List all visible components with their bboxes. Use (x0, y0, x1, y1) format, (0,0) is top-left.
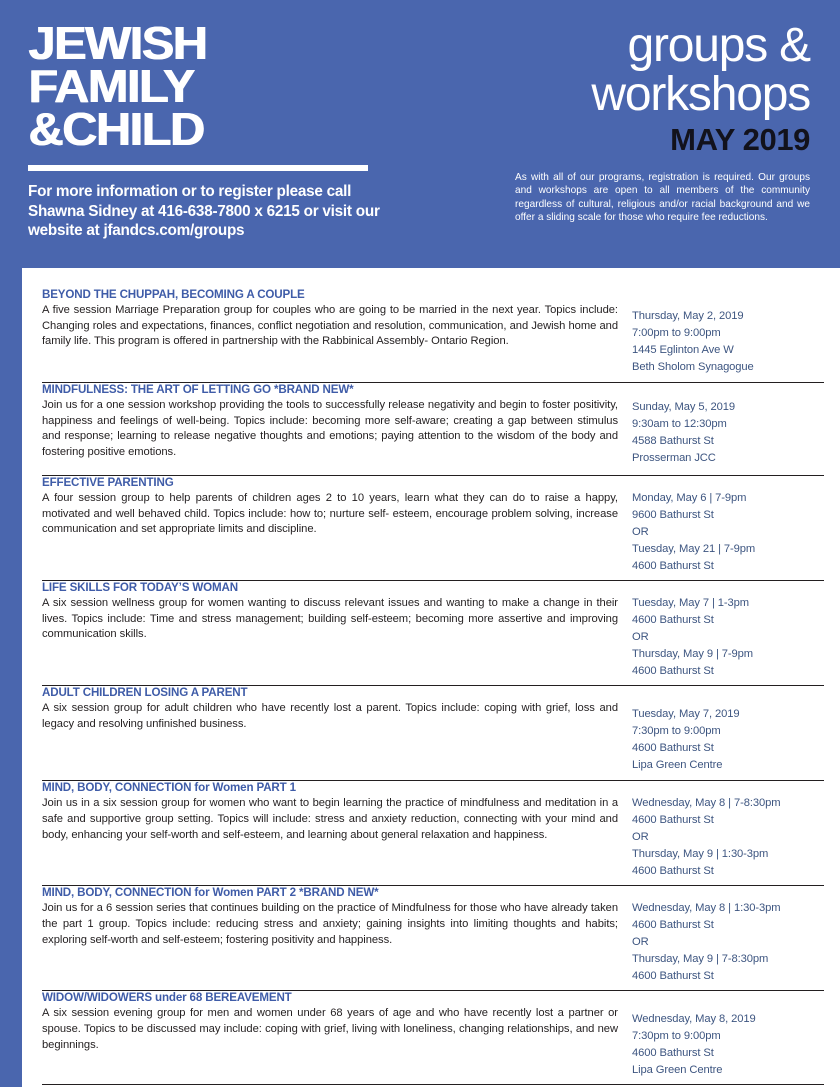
schedule-line: 7:30pm to 9:00pm (632, 725, 721, 738)
schedule-line: Lipa Green Centre (632, 759, 723, 772)
page-title (440, 19, 810, 121)
schedule-line: OR (632, 526, 649, 539)
flyer-header (0, 0, 840, 268)
schedule-line: 4588 Bathurst St (632, 435, 714, 448)
program-entry (42, 581, 824, 686)
schedule-line: Tuesday, May 21 | 7-9pm (632, 543, 756, 556)
program-main (42, 781, 632, 880)
program-title: ADULT CHILDREN LOSING A PARENT (42, 686, 248, 700)
logo-line-1: JEWISH (28, 17, 207, 69)
schedule-line: Thursday, May 9 | 1:30-3pm (632, 848, 769, 861)
schedule-line: Prosserman JCC (632, 452, 716, 465)
program-description: A five session Marriage Preparation group for couples who are going to be married in the next year. Topics include: Changing roles and expectations, finances, conflict negotiation and resolution, communication, and Jewish home and family life. This program is offered in partnership with the Rabbinical Assembly- Ontario Region. (42, 304, 618, 348)
schedule-line: OR (632, 831, 649, 844)
header-right-block (440, 0, 840, 268)
logo-line-2: FAMILY (28, 60, 194, 113)
programs-list (22, 286, 840, 1085)
program-description: A four session group to help parents of children ages 2 to 10 years, learn what they can do to raise a happy, motivated and well behaved child. Topics include: how to; nurture self- esteem, encourage problem solving, increase communication and set appropriate limits and discipline. (42, 492, 618, 536)
schedule-line: Monday, May 6 | 7-9pm (632, 492, 747, 504)
logo-line-3: &CHILD (28, 103, 204, 156)
logo-divider-rule (28, 165, 368, 171)
issue-date: MAY 2019 (670, 121, 810, 157)
schedule-line: Wednesday, May 8 | 1:30-3pm (632, 902, 781, 915)
schedule-line: Lipa Green Centre (632, 1064, 723, 1077)
program-main (42, 686, 632, 775)
program-schedule (632, 686, 824, 775)
contact-info: For more information or to register please call Shawna Sidney at 416-638-7800 x 6215 or visit our website at jfandcs.com/groups (28, 182, 380, 240)
program-title: MIND, BODY, CONNECTION for Women PART 1 (42, 781, 296, 795)
schedule-line: 4600 Bathurst St (632, 614, 714, 627)
program-schedule (632, 383, 824, 470)
schedule-line: Thursday, May 9 | 7-8:30pm (632, 953, 769, 966)
schedule-line: 9600 Bathurst St (632, 509, 714, 522)
schedule-line: 7:30pm to 9:00pm (632, 1030, 721, 1043)
program-title: LIFE SKILLS FOR TODAY’S WOMAN (42, 581, 238, 595)
schedule-line: Sunday, May 5, 2019 (632, 401, 735, 413)
schedule-line: 4600 Bathurst St (632, 560, 714, 573)
schedule-line: 7:00pm to 9:00pm (632, 327, 721, 340)
schedule-line: OR (632, 936, 649, 949)
program-description: Join us for a 6 session series that continues building on the practice of Mindfulness for those who have already taken the part 1 group. Topics include: reducing stress and anxiety; gaining insights into limiting thoughts and habits; exploring self-worth and self-esteem; fostering positivity and happiness. (42, 902, 618, 946)
program-schedule (632, 781, 824, 880)
program-title: MINDFULNESS: THE ART OF LETTING GO *BRAND NEW* (42, 383, 354, 396)
organization-logo (28, 17, 454, 156)
program-title: MIND, BODY, CONNECTION for Women PART 2 *BRAND NEW* (42, 886, 379, 900)
program-description: A six session wellness group for women wanting to discuss relevant issues and wanting to make a change in their lives. Topics include: Time and stress management; building self-esteem; becoming more assertive and improving communication skills. (42, 597, 618, 641)
program-entry (42, 886, 824, 991)
program-main (42, 581, 632, 680)
program-main (42, 383, 632, 470)
program-entry (42, 286, 824, 383)
program-main (42, 886, 632, 985)
schedule-line: 4600 Bathurst St (632, 814, 714, 827)
program-schedule (632, 886, 824, 985)
schedule-line: Wednesday, May 8 | 7-8:30pm (632, 797, 781, 810)
schedule-line: 4600 Bathurst St (632, 865, 714, 878)
schedule-line: Tuesday, May 7, 2019 (632, 708, 740, 721)
program-description: A six session evening group for men and women under 68 years of age and who have recently lost a partner or spouse. Topics to be discussed may include: coping with grief, living with loneliness, changing relationships, and new beginnings. (42, 1007, 618, 1051)
program-schedule (632, 581, 824, 680)
program-entry (42, 686, 824, 781)
program-description: Join us for a one session workshop providing the tools to successfully release negativity and begin to foster positivity, happiness and feelings of well-being. Topics include: becoming more self-aware; creating a gap between stimulus and response; learning to release negative thoughts and emotions; paying attention to the wisdom of the body and fostering positive emotions. (42, 399, 618, 459)
schedule-line: Thursday, May 2, 2019 (632, 310, 744, 322)
program-main (42, 288, 632, 377)
page-title-line-1: groups & (627, 19, 810, 72)
schedule-line: 9:30am to 12:30pm (632, 418, 727, 431)
program-description: Join us in a six session group for women who want to begin learning the practice of mindfulness and meditation in a safe and supportive group setting. Topics will include: stress and anxiety reduction, connecting with your mind and body, enhancing your self-worth and self-esteem, and learning about general relaxation and happiness. (42, 797, 618, 841)
schedule-line: 1445 Eglinton Ave W (632, 344, 734, 357)
program-entry (42, 781, 824, 886)
schedule-line: 4600 Bathurst St (632, 742, 714, 755)
registration-note: As with all of our programs, registration is required. Our groups and workshops are open to all members of the community regardless of cultural, religious and/or racial background and we offer a sliding scale for those who require fee reductions. (515, 171, 810, 224)
header-left-block (0, 0, 430, 268)
program-main (42, 991, 632, 1079)
program-entry (42, 991, 824, 1085)
page-title-line-2: workshops (591, 67, 810, 121)
program-main (42, 476, 632, 575)
schedule-line: 4600 Bathurst St (632, 970, 714, 983)
schedule-line: Beth Sholom Synagogue (632, 361, 754, 374)
program-title: EFFECTIVE PARENTING (42, 476, 174, 489)
program-title: BEYOND THE CHUPPAH, BECOMING A COUPLE (42, 288, 305, 301)
schedule-line: Thursday, May 9 | 7-9pm (632, 648, 754, 661)
program-entry (42, 476, 824, 581)
schedule-line: OR (632, 631, 649, 644)
program-description: A six session group for adult children who have recently lost a parent. Topics include: coping with grief, loss and legacy and resolving unfinished business. (42, 702, 618, 730)
program-schedule (632, 476, 824, 575)
programs-panel (22, 268, 840, 1087)
schedule-line: Tuesday, May 7 | 1-3pm (632, 597, 749, 610)
schedule-line: 4600 Bathurst St (632, 665, 714, 678)
program-schedule (632, 288, 824, 377)
program-title: WIDOW/WIDOWERS under 68 BEREAVEMENT (42, 991, 292, 1005)
schedule-line: 4600 Bathurst St (632, 919, 714, 932)
schedule-line: 4600 Bathurst St (632, 1047, 714, 1060)
program-entry (42, 383, 824, 476)
program-schedule (632, 991, 824, 1079)
schedule-line: Wednesday, May 8, 2019 (632, 1013, 756, 1026)
